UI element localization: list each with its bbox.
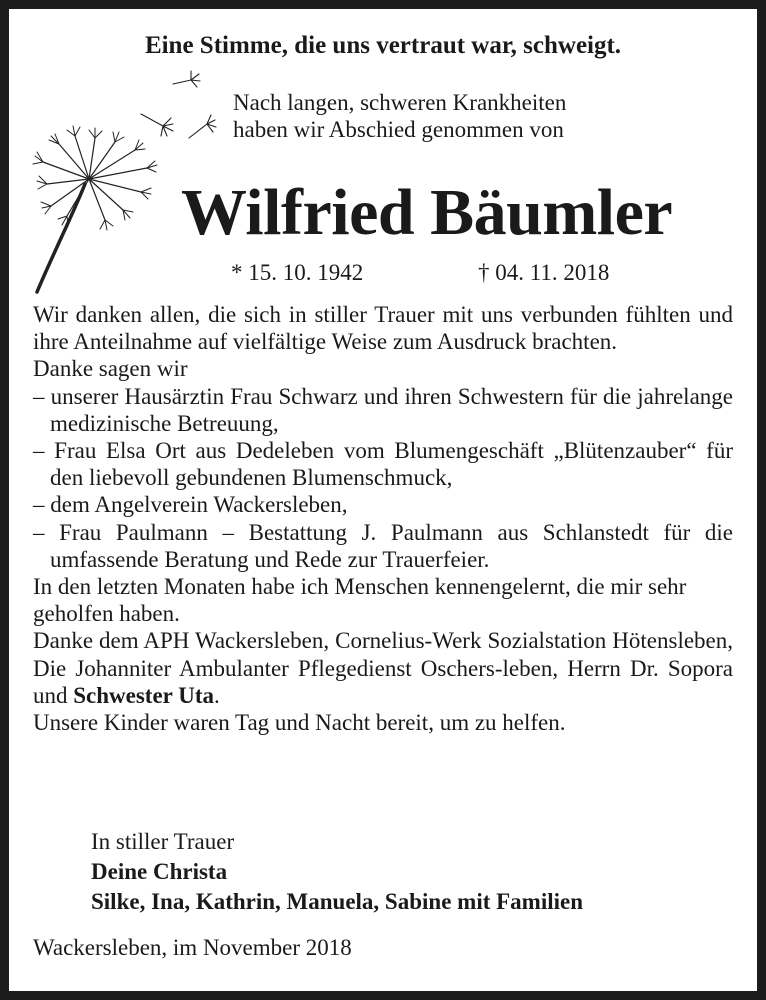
deceased-name: Wilfried Bäumler: [181, 176, 673, 249]
signature-line-2: Deine Christa: [91, 859, 228, 884]
signature-line-3: Silke, Ina, Kathrin, Manuela, Sabine mit Familien: [91, 889, 583, 914]
list-item: – Frau Elsa Ort aus Dedeleben vom Blumengeschäft „Blütenzauber“ für den liebevoll gebundenen Blumenschmuck,: [33, 438, 733, 491]
birth-date: * 15. 10. 1942: [231, 260, 364, 285]
months-paragraph: In den letzten Monaten habe ich Menschen kennengelernt, die mir sehr geholfen haben.: [33, 574, 687, 627]
care-end: .: [214, 682, 220, 708]
list-item: – Frau Paulmann – Bestattung J. Paulmann aus Schlanstedt für die umfassende Beratung und Rede zur Trauerfeier.: [33, 519, 733, 572]
death-date: † 04. 11. 2018: [478, 260, 610, 285]
intro-line-2: haben wir Abschied genommen von: [233, 117, 564, 142]
place-date: Wackersleben, im November 2018: [33, 935, 352, 960]
thanks-intro: Danke sagen wir: [33, 356, 188, 382]
list-item: – unserer Hausärztin Frau Schwarz und ihren Schwestern für die jahrelange medizinische Betreuung,: [33, 383, 733, 436]
list-item: – dem Angelverein Wackersleben,: [33, 492, 348, 518]
care-bold-name: Schwester Uta: [73, 682, 214, 708]
intro-line-1: Nach langen, schweren Krankheiten: [233, 90, 567, 115]
intro-text: [233, 89, 566, 143]
thanks-paragraph: Wir danken allen, die sich in stiller Trauer mit uns verbunden fühlten und ihre Anteilnahme auf vielfältige Weise zum Ausdruck brachten.: [33, 302, 733, 355]
message-body: [33, 301, 733, 736]
signature-line-1: In stiller Trauer: [91, 829, 235, 854]
care-paragraph: [33, 627, 733, 709]
obituary-card: [9, 9, 757, 991]
signature-block: [91, 827, 583, 917]
children-paragraph: Unsere Kinder waren Tag und Nacht bereit, um zu helfen.: [33, 710, 566, 736]
care-text: Danke dem APH Wackersleben, Cornelius-Werk Sozialstation Hötensleben, Die Johanniter Ambulanter Pflegedienst Oschers-leben, Herrn Dr. Sopora und: [33, 628, 733, 708]
motto-heading: Eine Stimme, die uns vertraut war, schweigt.: [144, 32, 622, 59]
